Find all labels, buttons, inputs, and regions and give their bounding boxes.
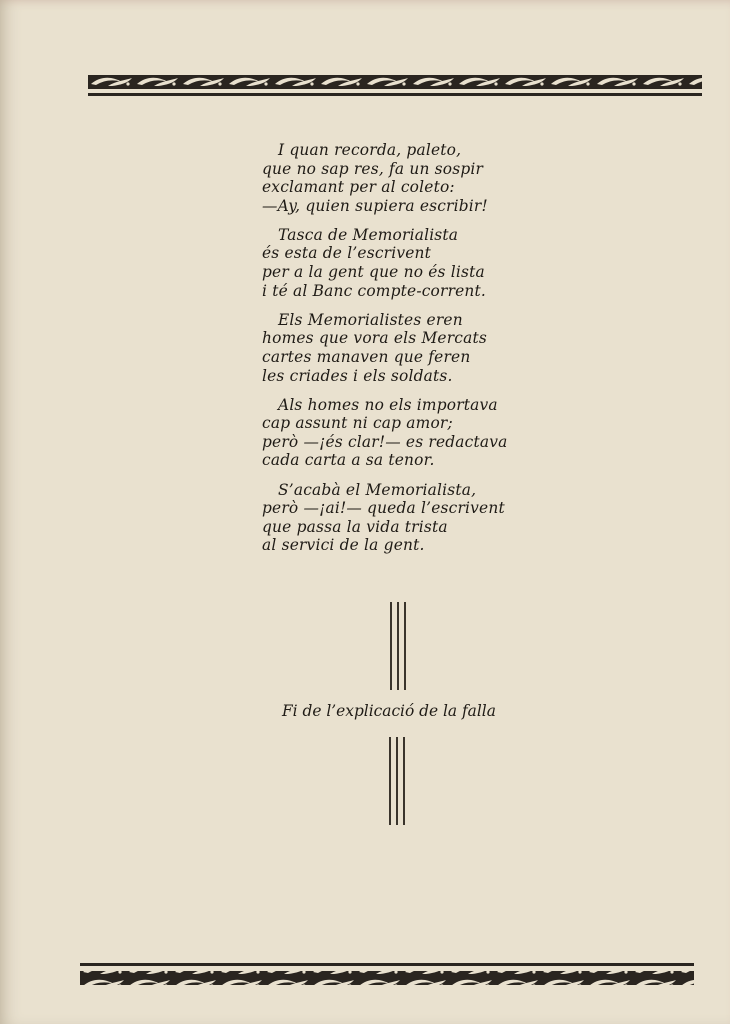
poem-line: Tasca de Memorialista [278, 225, 459, 244]
poem [262, 141, 562, 565]
triple-rule-divider-icon [388, 602, 410, 690]
poem-line: per a la gent que no és lista [262, 263, 485, 282]
poem-line: però —¡ai!— queda l’escrivent [262, 499, 505, 518]
poem-line: cap assunt ni cap amor; [262, 414, 453, 433]
stanza [262, 141, 562, 215]
stanza [262, 226, 562, 300]
top-ornamental-border [88, 74, 702, 100]
poem-line: i té al Banc compte-corrent. [262, 281, 487, 300]
poem-line: homes que vora els Mercats [262, 329, 487, 348]
poem-line: cada carta a sa tenor. [262, 451, 435, 470]
poem-line: S’acabà el Memorialista, [278, 480, 477, 499]
bottom-ornamental-border [80, 962, 694, 988]
poem-line: cartes manaven que feren [262, 347, 471, 366]
poem-line: les criades i els soldats. [262, 366, 453, 385]
closing-line: Fi de l’explicació de la falla [282, 702, 496, 720]
poem-line: al servici de la gent. [262, 536, 425, 555]
poem-line: que no sap res, fa un sospir [262, 159, 484, 178]
poem-line: Els Memorialistes eren [278, 310, 463, 329]
poem-line: és esta de l’escrivent [262, 244, 432, 263]
stanza [262, 396, 562, 470]
poem-line: —Ay, quien supiera escribir! [262, 196, 488, 215]
poem-line: Als homes no els importava [278, 395, 498, 414]
leaf-scroll-ornament-icon [80, 962, 694, 988]
poem-line: exclamant per al coleto: [262, 178, 455, 197]
stanza [262, 311, 562, 385]
triple-rule-divider-icon [387, 737, 409, 825]
poem-line: però —¡és clar!— es redactava [262, 432, 508, 451]
poem-line: I quan recorda, paleto, [278, 141, 462, 159]
stanza [262, 481, 562, 555]
poem-line: que passa la vida trista [262, 517, 448, 536]
leaf-scroll-ornament-icon [88, 74, 702, 100]
